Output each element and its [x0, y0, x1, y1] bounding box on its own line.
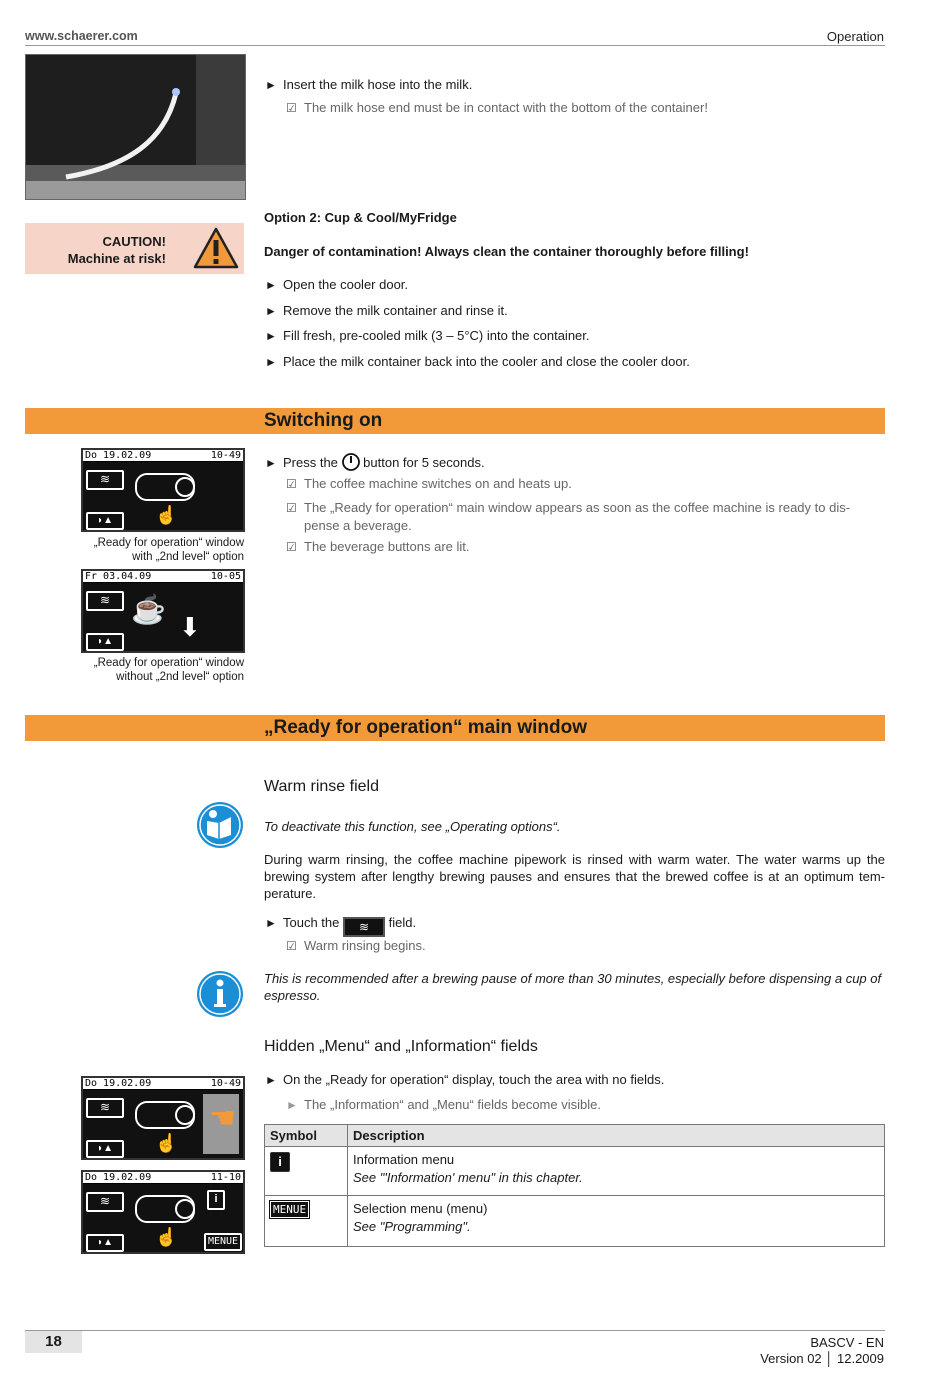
menu-field: MENUE — [204, 1233, 242, 1251]
danger-warning: Danger of contamination! Always clean the container thoroughly before filling! — [264, 244, 749, 259]
power-icon — [342, 453, 360, 471]
caution-box — [25, 223, 244, 274]
warm-rinse-heading: Warm rinse field — [264, 778, 379, 795]
coffee-cup-icon: ☕ — [131, 594, 166, 625]
section-bar-switching-on: Switching on — [25, 408, 885, 434]
warm-rinse-note: To deactivate this function, see „Operating options“. — [264, 819, 561, 834]
page-number: 18 — [25, 1331, 82, 1353]
information-symbol-icon: i — [270, 1152, 290, 1172]
result-hose-bottom: ☑ The milk hose end must be in contact with the bottom of the container! — [286, 100, 708, 115]
lcd-menu-visible: Do 19.02.09 11-10 ≋ i ◗▲ ☝ MENUE — [81, 1170, 245, 1254]
table-row: i Information menu See "'Information' menu" in this chapter. — [265, 1147, 885, 1196]
website-url: www.schaerer.com — [25, 29, 138, 43]
caution-label: CAUTION! — [102, 234, 166, 249]
bean-icon: ◗▲ — [86, 512, 124, 530]
symbol-table — [264, 1124, 885, 1247]
step-touch-empty-area: ► On the „Ready for operation“ display, touch the area with no fields. — [265, 1072, 665, 1087]
section-bar-ready-main-window: „Ready for operation“ main window — [25, 715, 885, 741]
option2-title: Option 2: Cup & Cool/MyFridge — [264, 210, 457, 225]
down-arrow-icon: ⬇ — [179, 612, 201, 642]
header-divider — [25, 45, 885, 46]
step-place-container: ► Place the milk container back into the cooler and close the cooler door. — [265, 354, 690, 369]
table-header-description: Description — [348, 1125, 885, 1147]
warm-rinse-description: During warm rinsing, the coffee machine pipework is rinsed with warm water. The water warms up the brewing system after lengthy brewing pauses and ensures that the brewed coffee is at an optimum tem-perature. — [264, 852, 885, 901]
lcd-ready-2nd-level: Do 19.02.09 10-49 ≋ ◗▲ ☝ — [81, 448, 245, 532]
table-row: MENUE Selection menu (menu) See "Programming". — [265, 1196, 885, 1247]
result-warm-rinsing: ☑ Warm rinsing begins. — [286, 938, 426, 953]
caution-text: Machine at risk! — [67, 251, 166, 266]
info-icon — [196, 970, 244, 1018]
result-heats-up: ☑ The coffee machine switches on and heats up. — [286, 476, 572, 491]
result-main-window: ☑ The „Ready for operation“ main window appears as soon as the coffee machine is ready to dis- pense a beverage. — [286, 500, 851, 533]
step-insert-hose: ► Insert the milk hose into the milk. — [265, 77, 473, 92]
pointing-hand-icon: ☚ — [209, 1102, 236, 1135]
caption-lcd2: „Ready for operation“ window without „2nd level“ option — [93, 657, 244, 683]
warm-rinse-icon: ≋ — [86, 1192, 124, 1212]
step-rinse-container: ► Remove the milk container and rinse it. — [265, 303, 508, 318]
step-fill-milk: ► Fill fresh, pre-cooled milk (3 – 5°C) into the container. — [265, 328, 590, 343]
warm-rinse-icon: ≋ — [86, 591, 124, 611]
warm-rinse-icon: ≋ — [86, 470, 124, 490]
hand-icon: ☝ — [155, 1133, 178, 1153]
warm-rinse-icon: ≋ — [86, 1098, 124, 1118]
milk-hose-photo — [25, 54, 246, 200]
lcd-ready-no-2nd-level: Fr 03.04.09 10-05 ≋ ☕ ⬇ ◗▲ — [81, 569, 245, 653]
warning-icon — [193, 226, 239, 270]
hidden-fields-heading: Hidden „Menu“ and „Information“ fields — [264, 1038, 538, 1055]
lcd-touch-empty-area: Do 19.02.09 10-49 ≋ ☚ ◗▲ ☝ — [81, 1076, 245, 1160]
table-header-symbol: Symbol — [265, 1125, 348, 1147]
section-title: Operation — [826, 29, 884, 44]
bean-icon: ◗▲ — [86, 1140, 124, 1158]
footer-doc-info: BASCV - EN Version 02 │ 12.2009 — [760, 1335, 884, 1366]
step-press-power: ► Press the button for 5 seconds. — [265, 455, 485, 470]
brewing-pause-note: This is recommended after a brewing pause of more than 30 minutes, especially before dispensing a cup of espresso. — [264, 971, 882, 1003]
result-fields-visible: ► The „Information“ and „Menu“ fields become visible. — [286, 1097, 601, 1112]
hand-icon: ☝ — [155, 505, 178, 525]
information-field-icon: i — [207, 1190, 225, 1210]
menu-symbol: MENUE — [270, 1201, 309, 1218]
footer-divider — [25, 1330, 885, 1331]
hand-icon: ☝ — [155, 1227, 178, 1247]
warm-rinse-field-icon: ≋ — [343, 917, 385, 937]
step-open-door: ► Open the cooler door. — [265, 277, 409, 292]
step-touch-field: ► Touch the ≋ field. — [265, 915, 416, 937]
bean-icon: ◗▲ — [86, 1234, 124, 1252]
bean-icon: ◗▲ — [86, 633, 124, 651]
manual-reference-icon — [196, 801, 244, 849]
caption-lcd1: „Ready for operation“ window with „2nd level“ option — [93, 537, 244, 563]
result-buttons-lit: ☑ The beverage buttons are lit. — [286, 539, 470, 554]
